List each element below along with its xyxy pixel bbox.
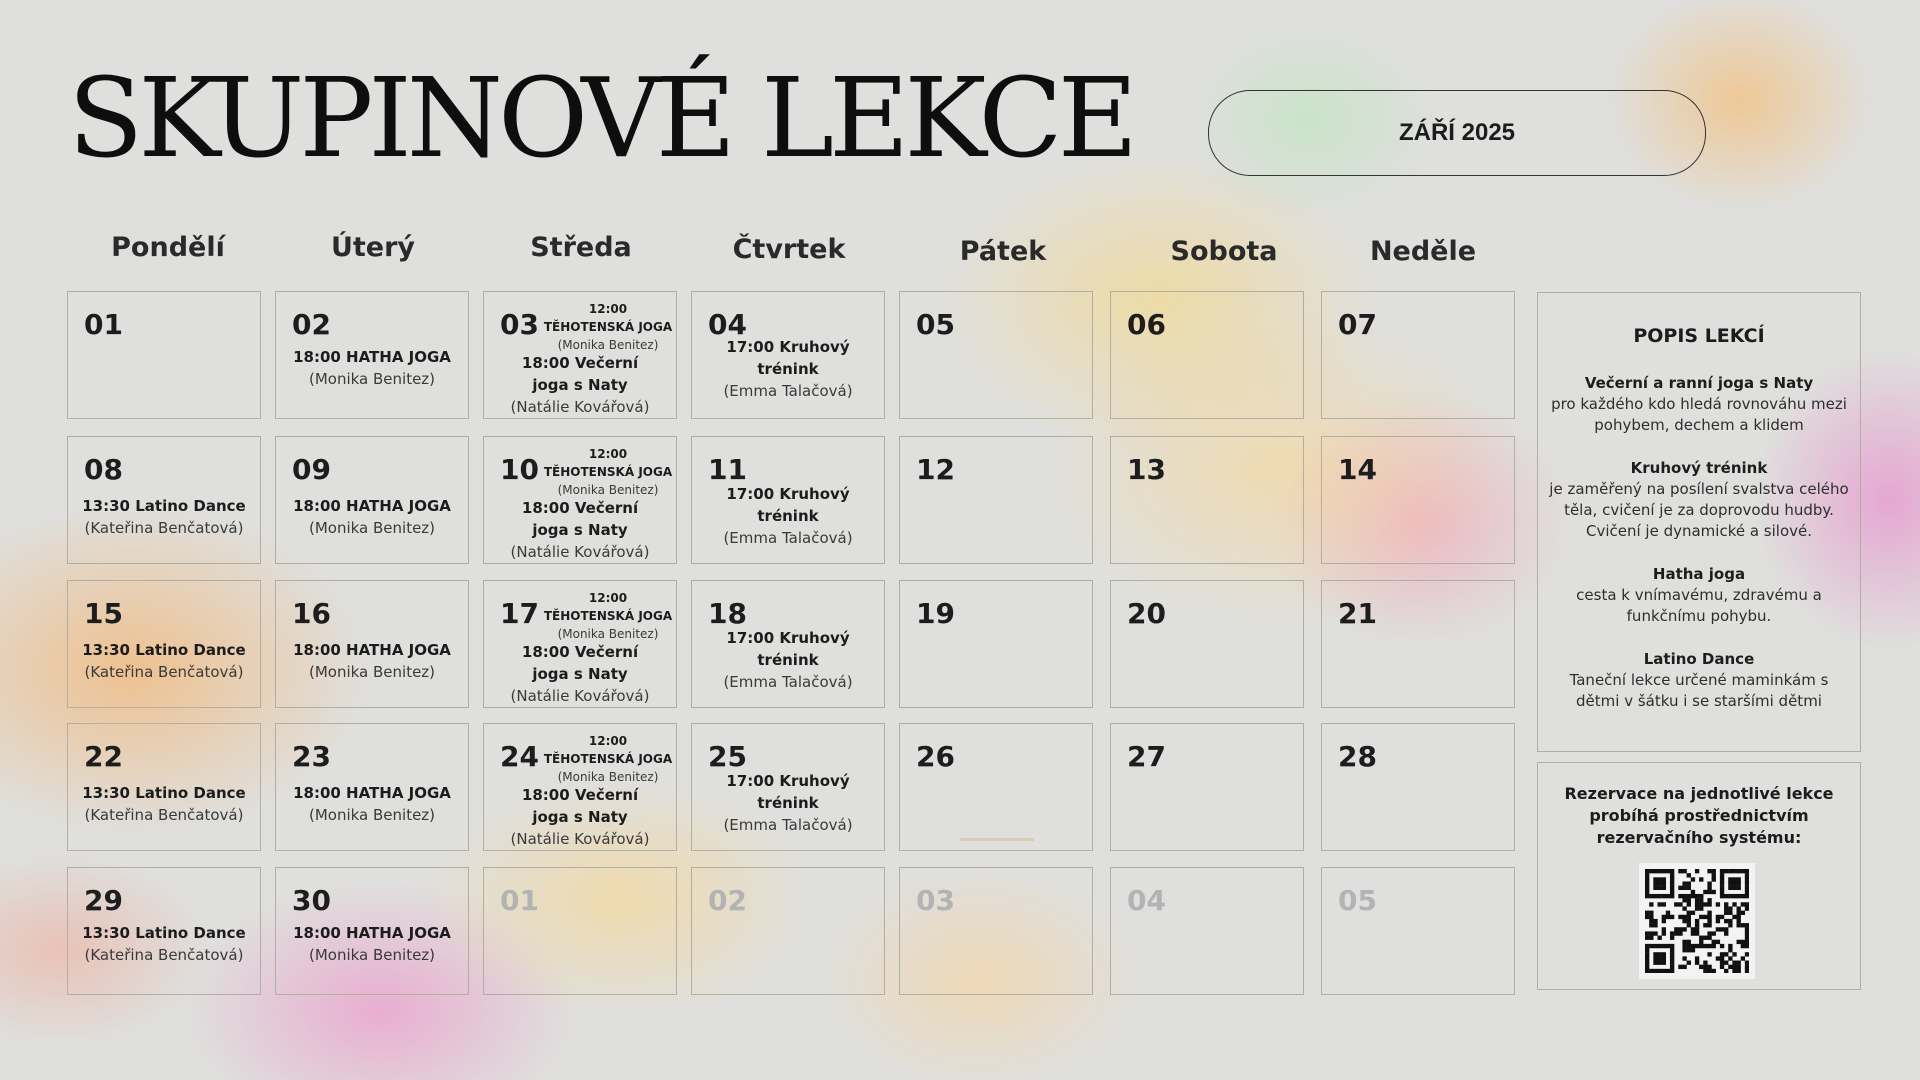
calendar-day-cell[interactable] [483, 867, 677, 995]
description-text: cesta k vnímavému, zdravému a funkčnímu pohybu. [1576, 586, 1822, 625]
calendar-day-cell[interactable] [1110, 867, 1304, 995]
day-number: 04 [708, 308, 747, 341]
calendar-day-cell[interactable] [691, 291, 885, 419]
lesson-entry[interactable] [276, 922, 468, 966]
lesson-title: 12:00 TĚHOTENSKÁ JOGA [543, 734, 673, 766]
calendar-day-cell[interactable] [67, 723, 261, 851]
calendar-day-cell[interactable] [691, 580, 885, 708]
lesson-title: 13:30 Latino Dance [82, 924, 246, 942]
description-item [1546, 649, 1852, 712]
calendar-day-cell[interactable] [1321, 867, 1515, 995]
calendar-day-cell[interactable] [1110, 580, 1304, 708]
weekday-label: Pátek [959, 236, 1047, 267]
lesson-title: 18:00 HATHA JOGA [293, 641, 451, 659]
lesson-title: 12:00 TĚHOTENSKÁ JOGA [543, 447, 673, 479]
weekday-label: Pondělí [111, 232, 225, 263]
lesson-instructor: (Kateřina Benčatová) [84, 663, 244, 681]
day-number: 17 [500, 597, 539, 630]
lesson-title: 18:00 Večerní joga s Naty [521, 499, 639, 539]
day-number: 03 [500, 308, 539, 341]
description-title: POPIS LEKCÍ [1633, 325, 1765, 347]
lesson-title: 18:00 HATHA JOGA [293, 924, 451, 942]
lesson-entry[interactable] [276, 495, 468, 539]
day-number: 14 [1338, 453, 1377, 486]
lesson-title: 17:00 Kruhový trénink [726, 485, 850, 525]
day-number: 24 [500, 740, 539, 773]
lesson-title: 18:00 Večerní joga s Naty [521, 643, 639, 683]
description-item [1546, 458, 1852, 542]
day-number: 28 [1338, 740, 1377, 773]
day-number: 15 [84, 597, 123, 630]
day-number: 02 [708, 884, 747, 917]
calendar-day-cell[interactable] [483, 291, 677, 419]
day-number: 29 [84, 884, 123, 917]
lesson-instructor: (Monika Benitez) [308, 806, 436, 824]
lesson-entry[interactable] [68, 495, 260, 539]
cell-underline-decoration [960, 838, 1034, 841]
day-number: 02 [292, 308, 331, 341]
day-number: 04 [1127, 884, 1166, 917]
description-item [1546, 564, 1852, 627]
day-number: 09 [292, 453, 331, 486]
month-badge[interactable] [1208, 90, 1706, 176]
lesson-entry[interactable] [276, 782, 468, 826]
qr-code-graphic [1645, 869, 1749, 973]
calendar-day-cell[interactable] [899, 723, 1093, 851]
calendar-day-cell[interactable] [483, 723, 677, 851]
day-number: 26 [916, 740, 955, 773]
lesson-entry[interactable] [542, 445, 674, 499]
lesson-entry[interactable] [696, 483, 880, 549]
day-number: 05 [1338, 884, 1377, 917]
lesson-title: 17:00 Kruhový trénink [726, 338, 850, 378]
calendar-day-cell[interactable] [899, 580, 1093, 708]
lesson-instructor: (Monika Benitez) [557, 483, 659, 497]
day-number: 07 [1338, 308, 1377, 341]
calendar-day-cell[interactable] [1110, 436, 1304, 564]
day-number: 08 [84, 453, 123, 486]
lesson-title: 12:00 TĚHOTENSKÁ JOGA [543, 302, 673, 334]
calendar-day-cell[interactable] [483, 580, 677, 708]
lesson-entry[interactable] [696, 336, 880, 402]
weekday-label: Středa [530, 232, 632, 263]
day-number: 20 [1127, 597, 1166, 630]
lesson-title: 18:00 HATHA JOGA [293, 784, 451, 802]
day-number: 12 [916, 453, 955, 486]
description-heading: Večerní a ranní joga s Naty [1584, 374, 1814, 392]
day-number: 01 [500, 884, 539, 917]
calendar-day-cell[interactable] [691, 867, 885, 995]
lesson-description-panel [1537, 292, 1861, 752]
day-number: 03 [916, 884, 955, 917]
calendar-day-cell[interactable] [67, 436, 261, 564]
lesson-entry[interactable] [486, 641, 674, 707]
lesson-entry[interactable] [68, 639, 260, 683]
lesson-entry[interactable] [276, 346, 468, 390]
page-title: SKUPINOVÉ LEKCE [68, 54, 1134, 182]
lesson-instructor: (Emma Talačová) [723, 529, 853, 547]
day-number: 13 [1127, 453, 1166, 486]
day-number: 16 [292, 597, 331, 630]
calendar-day-cell[interactable] [899, 867, 1093, 995]
day-number: 23 [292, 740, 331, 773]
lesson-instructor: (Natálie Kovářová) [510, 543, 650, 561]
lesson-instructor: (Natálie Kovářová) [510, 687, 650, 705]
lesson-entry[interactable] [68, 782, 260, 826]
calendar-day-cell[interactable] [275, 436, 469, 564]
lesson-instructor: (Emma Talačová) [723, 816, 853, 834]
calendar-day-cell[interactable] [899, 436, 1093, 564]
description-list [1538, 373, 1860, 712]
lesson-entry[interactable] [696, 627, 880, 693]
lesson-entry[interactable] [486, 784, 674, 850]
calendar-day-cell[interactable] [67, 867, 261, 995]
day-number: 25 [708, 740, 747, 773]
calendar-day-cell[interactable] [1110, 723, 1304, 851]
lesson-entry[interactable] [486, 497, 674, 563]
calendar-day-cell[interactable] [1321, 723, 1515, 851]
reservation-text: Rezervace na jednotlivé lekce probíhá prostřednictvím rezervačního systému: [1564, 784, 1834, 847]
lesson-instructor: (Emma Talačová) [723, 382, 853, 400]
calendar-day-cell[interactable] [1321, 291, 1515, 419]
weekday-label: Neděle [1369, 236, 1477, 267]
calendar-day-cell[interactable] [275, 580, 469, 708]
lesson-instructor: (Monika Benitez) [557, 627, 659, 641]
lesson-instructor: (Kateřina Benčatová) [84, 946, 244, 964]
day-number: 27 [1127, 740, 1166, 773]
calendar-day-cell[interactable] [275, 291, 469, 419]
day-number: 10 [500, 453, 539, 486]
calendar-day-cell[interactable] [483, 436, 677, 564]
lesson-title: 13:30 Latino Dance [82, 784, 246, 802]
day-number: 01 [84, 308, 123, 341]
lesson-instructor: (Monika Benitez) [308, 370, 436, 388]
weekday-label: Čtvrtek [732, 234, 846, 265]
description-item [1546, 373, 1852, 436]
description-text: pro každého kdo hledá rovnováhu mezi pohybem, dechem a klidem [1551, 395, 1847, 434]
calendar-day-cell[interactable] [275, 723, 469, 851]
calendar-day-cell[interactable] [67, 580, 261, 708]
day-number: 05 [916, 308, 955, 341]
lesson-instructor: (Emma Talačová) [723, 673, 853, 691]
qr-code-icon[interactable] [1639, 863, 1755, 979]
description-heading: Hatha joga [1652, 565, 1746, 583]
lesson-entry[interactable] [542, 589, 674, 643]
weekday-label: Sobota [1170, 236, 1278, 267]
day-number: 30 [292, 884, 331, 917]
day-number: 06 [1127, 308, 1166, 341]
lesson-instructor: (Monika Benitez) [308, 663, 436, 681]
day-number: 21 [1338, 597, 1377, 630]
lesson-entry[interactable] [486, 352, 674, 418]
month-label: ZÁŘÍ 2025 [1398, 119, 1516, 146]
lesson-instructor: (Kateřina Benčatová) [84, 519, 244, 537]
lesson-instructor: (Natálie Kovářová) [510, 830, 650, 848]
calendar-day-cell[interactable] [275, 867, 469, 995]
lesson-entry[interactable] [542, 732, 674, 786]
lesson-entry[interactable] [696, 770, 880, 836]
reservation-panel [1537, 762, 1861, 990]
description-text: je zaměřený na posílení svalstva celého těla, cvičení je za doprovodu hudby. Cvičení je dynamické a silové. [1549, 480, 1849, 540]
calendar-day-cell[interactable] [691, 436, 885, 564]
calendar-day-cell[interactable] [1110, 291, 1304, 419]
lesson-title: 13:30 Latino Dance [82, 641, 246, 659]
lesson-entry[interactable] [68, 922, 260, 966]
day-number: 22 [84, 740, 123, 773]
lesson-instructor: (Monika Benitez) [308, 946, 436, 964]
weekday-label: Úterý [330, 232, 416, 263]
lesson-title: 18:00 Večerní joga s Naty [521, 786, 639, 826]
lesson-title: 17:00 Kruhový trénink [726, 629, 850, 669]
lesson-instructor: (Monika Benitez) [308, 519, 436, 537]
lesson-instructor: (Kateřina Benčatová) [84, 806, 244, 824]
lesson-title: 17:00 Kruhový trénink [726, 772, 850, 812]
day-number: 11 [708, 453, 747, 486]
lesson-title: 18:00 HATHA JOGA [293, 497, 451, 515]
lesson-entry[interactable] [542, 300, 674, 354]
description-heading: Latino Dance [1643, 650, 1755, 668]
calendar-day-cell[interactable] [899, 291, 1093, 419]
day-number: 19 [916, 597, 955, 630]
description-heading: Kruhový trénink [1630, 459, 1768, 477]
lesson-entry[interactable] [276, 639, 468, 683]
lesson-title: 13:30 Latino Dance [82, 497, 246, 515]
calendar-day-cell[interactable] [67, 291, 261, 419]
calendar-day-cell[interactable] [1321, 436, 1515, 564]
lesson-title: 18:00 Večerní joga s Naty [521, 354, 639, 394]
calendar-day-cell[interactable] [1321, 580, 1515, 708]
lesson-instructor: (Natálie Kovářová) [510, 398, 650, 416]
lesson-title: 12:00 TĚHOTENSKÁ JOGA [543, 591, 673, 623]
calendar-day-cell[interactable] [691, 723, 885, 851]
description-text: Taneční lekce určené maminkám s dětmi v šátku i se staršími dětmi [1569, 671, 1829, 710]
day-number: 18 [708, 597, 747, 630]
lesson-title: 18:00 HATHA JOGA [293, 348, 451, 366]
lesson-instructor: (Monika Benitez) [557, 770, 659, 784]
lesson-instructor: (Monika Benitez) [557, 338, 659, 352]
